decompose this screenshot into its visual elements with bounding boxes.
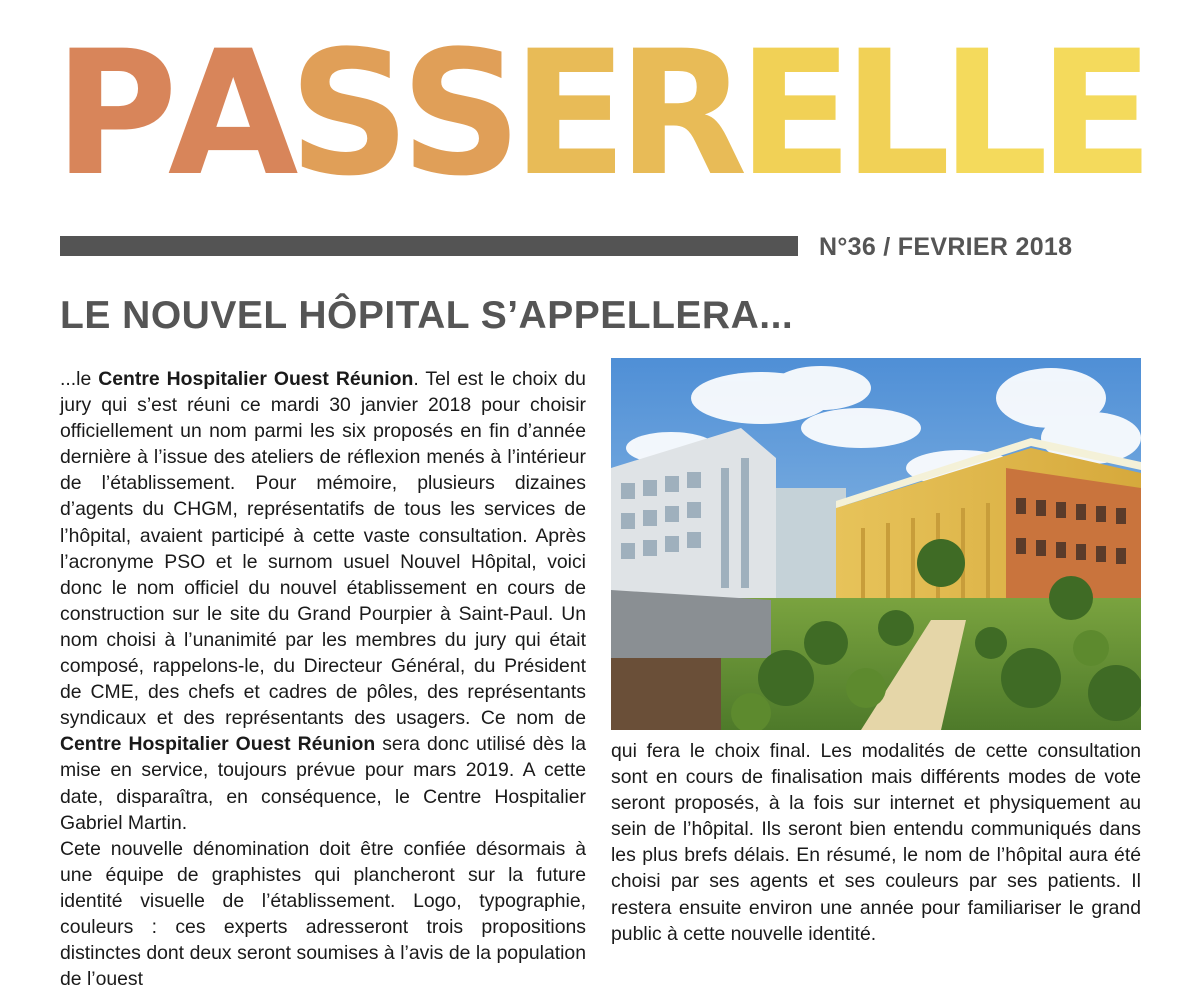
article-headline: LE NOUVEL HÔPITAL S’APPELLERA... bbox=[60, 294, 794, 337]
masthead-letter: L bbox=[843, 13, 941, 214]
article-paragraph-1: ...le Centre Hospitalier Ouest Réunion. Tel est le choix du jury qui s’est réuni ce mardi 30 janvier 2018 pour choisir officiellement un nom parmi les six proposés en fin d’année dernière à l’issue des ateliers de réflexion menés à l’intérieur de l’établissement. Pour mémoire, plusieurs dizaines d’agents du CHGM, représentatifs de tous les services de l’hôpital, avaient participé à cette vaste consultation. Après l’acronyme PSO et le surnom usuel Nouvel Hôpital, voici donc le nom officiel du nouvel établissement en cours de construction sur le site du Grand Pourpier à Saint-Paul. Un nom choisi à l’unanimité par les membres du jury qui était composé, rappelons-le, du Directeur Général, du Président de CME, des chefs et cadres de pôles, des représentants syndicaux et des représentants des usagers. Ce nom de Centre Hospitalier Ouest Réunion sera donc utilisé dès la mise en service, toujours prévue pour mars 2019. A cette date, disparaîtra, en conséquence, le Centre Hospitalier Gabriel Martin. bbox=[60, 368, 586, 834]
masthead-letter: A bbox=[167, 13, 289, 214]
masthead-letter: E bbox=[512, 13, 618, 214]
article-paragraph-3: qui fera le choix final. Les modalités de cette consultation sont en cours de finalisation mais différents modes de vote seront proposés, à la fois sur internet et physiquement au sein de l’hôpital. Ils seront bien entendu communiqués dans les plus brefs délais. En résumé, le nom de l’hôpital aura été choisi par ses agents et ses couleurs par ses patients. Il restera ensuite environ une année pour familiariser le grand public à cette nouvelle identité. bbox=[611, 740, 1141, 945]
masthead-letter: S bbox=[400, 13, 513, 214]
masthead-letter: E bbox=[1038, 13, 1145, 214]
masthead-letter: E bbox=[737, 13, 844, 214]
header-rule bbox=[60, 236, 798, 256]
article-column-right bbox=[611, 738, 1141, 947]
article-column-left bbox=[60, 366, 586, 992]
masthead-letter: L bbox=[940, 13, 1039, 214]
masthead-letter: R bbox=[617, 13, 738, 214]
issue-number: N°36 / FEVRIER 2018 bbox=[819, 233, 1073, 261]
masthead-title bbox=[54, 13, 1145, 214]
hospital-name-bold: Centre Hospitalier Ouest Réunion bbox=[98, 368, 414, 390]
hospital-name-bold: Centre Hospitalier Ouest Réunion bbox=[60, 733, 376, 756]
masthead-letter: P bbox=[54, 13, 168, 214]
article-paragraph-2: Cete nouvelle dénomination doit être confiée désormais à une équipe de graphistes qui plancheront sur la future identité visuelle de l’établissement. Logo, typographie, couleurs : ces experts adresseront trois propositions distinctes dont deux seront soumises à l’avis de la population de l’ouest bbox=[60, 837, 586, 991]
masthead-letter: S bbox=[288, 13, 401, 214]
hospital-rendering-image bbox=[611, 358, 1141, 730]
